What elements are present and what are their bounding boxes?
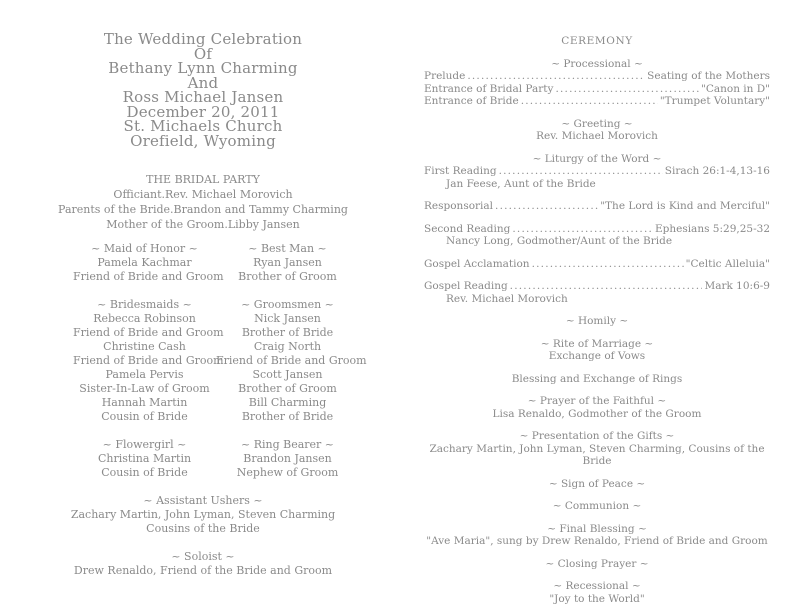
ceremony-row-value: Mark 10:6-9 <box>704 280 770 292</box>
ceremony-person-line: Nancy Long, Godmother/Aunt of the Bride <box>446 235 673 247</box>
role-heading: ~ Flowergirl ~ <box>102 438 187 451</box>
ceremony-row <box>424 165 770 178</box>
bridal-party-line: Mother of the Groom.Libby Jansen <box>106 218 300 231</box>
ceremony-row-value: "Canon in D" <box>700 82 770 95</box>
second-reading-section <box>424 223 770 248</box>
party-member-line: Christina Martin <box>97 452 192 465</box>
party-member-line: Brother of Bride <box>241 326 334 339</box>
ceremony-line: Rev. Michael Morovich <box>536 130 658 142</box>
ceremony-row <box>424 70 770 83</box>
party-member-line: Craig North <box>253 340 322 353</box>
flowergirl-ringbearer-section <box>73 438 359 480</box>
ceremony-row <box>424 95 770 108</box>
ceremony-row-value: "Trumpet Voluntary" <box>659 95 770 107</box>
ceremony-section-heading: ~ Presentation of the Gifts ~ <box>519 430 675 442</box>
gospel-reading-section <box>424 280 770 305</box>
ceremony-section-heading: ~ Sign of Peace ~ <box>548 477 646 490</box>
ceremony-row-value: Seating of the Mothers <box>647 70 770 82</box>
dot-leader <box>512 223 653 236</box>
honor-attendants-section <box>73 242 359 284</box>
ceremony-row-label: Second Reading <box>424 222 511 235</box>
party-member-line: Nick Jansen <box>254 312 321 325</box>
party-member-line: Cousin of Bride <box>101 466 188 479</box>
program-title-line: The Wedding Celebration <box>103 30 303 48</box>
party-member-line: Brother of Bride <box>241 410 334 423</box>
party-member-line: Hannah Martin <box>101 396 188 409</box>
ceremony-row <box>424 83 770 96</box>
party-member-line: Friend of Bride and Groom <box>73 326 224 339</box>
prayer-of-faithful-section <box>424 395 770 420</box>
ceremony-line: "Ave Maria", sung by Drew Renaldo, Friend of Bride and Groom <box>426 535 768 547</box>
groomsmen-column <box>216 298 367 424</box>
ceremony-row <box>424 280 770 293</box>
processional-section <box>424 58 770 108</box>
ceremony-row <box>424 258 770 271</box>
bridesmaids-groomsmen-section <box>73 298 367 424</box>
ceremony-section-heading: ~ Homily ~ <box>565 315 629 327</box>
role-heading: ~ Groomsmen ~ <box>241 298 334 311</box>
program-title-line: St. Michaels Church <box>123 117 283 135</box>
party-member-line: Zachary Martin, John Lyman, Steven Charming <box>70 508 336 521</box>
party-member-line: Pamela Kachmar <box>97 256 192 269</box>
dot-leader <box>521 95 658 108</box>
ceremony-section-heading: ~ Liturgy of the Word ~ <box>532 152 662 165</box>
ceremony-title: CEREMONY <box>561 35 633 47</box>
role-heading: ~ Soloist ~ <box>171 550 235 563</box>
ceremony-line: Zachary Martin, John Lyman, Steven Charming, Cousins of the Bride <box>429 442 765 467</box>
ceremony-page <box>424 28 770 605</box>
dot-leader <box>532 258 684 271</box>
party-member-line: Brandon Jansen <box>243 452 332 465</box>
sign-of-peace-section <box>424 478 770 491</box>
final-blessing-section <box>424 523 770 548</box>
ceremony-section-heading: ~ Processional ~ <box>551 57 643 70</box>
ceremony-section-heading: ~ Greeting ~ <box>561 117 633 130</box>
dot-leader <box>510 280 703 293</box>
recessional-section <box>424 580 770 605</box>
party-member-line: Bill Charming <box>248 396 327 409</box>
ceremony-row-label: Gospel Acclamation <box>424 257 530 270</box>
party-member-line: Rebecca Robinson <box>93 312 196 325</box>
rite-of-marriage-section <box>424 338 770 363</box>
ceremony-section-heading: ~ Communion ~ <box>552 500 642 512</box>
ceremony-row-value: "Celtic Alleluia" <box>685 257 770 270</box>
dot-leader <box>555 83 699 96</box>
party-member-line: Christine Cash <box>103 340 186 353</box>
maid-of-honor-column <box>73 242 224 284</box>
ceremony-section-heading: ~ Rite of Marriage ~ <box>540 337 654 350</box>
homily-section <box>424 315 770 328</box>
program-title-line: Of <box>193 44 213 63</box>
party-member-line: Drew Renaldo, Friend of the Bride and Groom <box>73 564 333 577</box>
program-title-line: And <box>187 73 219 92</box>
ceremony-row-value: Sirach 26:1-4,13-16 <box>664 165 770 177</box>
dot-leader <box>499 165 663 178</box>
bridal-party-line: Parents of the Bride.Brandon and Tammy Charming <box>58 203 348 216</box>
flowergirl-column <box>73 438 216 480</box>
bridal-party-heading: THE BRIDAL PARTY <box>146 173 260 186</box>
ceremony-line: "Joy to the World" <box>549 592 645 605</box>
bridal-party-line: Officiant.Rev. Michael Morovich <box>113 188 293 201</box>
ring-bearer-column <box>216 438 359 480</box>
party-member-line: Brother of Groom <box>238 270 337 283</box>
communion-section <box>424 500 770 513</box>
party-member-line: Sister-In-Law of Groom <box>79 382 210 395</box>
ceremony-line: Exchange of Vows <box>548 350 646 362</box>
party-member-line: Pamela Pervis <box>105 368 184 381</box>
ceremony-row <box>424 200 770 213</box>
ceremony-row-label: Responsorial <box>424 200 494 212</box>
ceremony-person-line: Jan Feese, Aunt of the Bride <box>446 177 596 190</box>
party-member-line: Cousin of Bride <box>101 410 188 423</box>
ceremony-row <box>424 223 770 236</box>
liturgy-section <box>424 153 770 191</box>
program-title-line: December 20, 2011 <box>126 102 280 121</box>
party-member-line: Brother of Groom <box>238 382 337 395</box>
soloist-section <box>40 550 366 578</box>
party-member-line: Friend of Bride and Groom <box>73 270 224 283</box>
party-member-line: Cousins of the Bride <box>146 522 260 535</box>
ceremony-row-label: Gospel Reading <box>424 280 508 292</box>
ceremony-row-value: Ephesians 5:29,25-32 <box>654 222 770 235</box>
dot-leader <box>467 70 645 83</box>
party-member-line: Friend of Bride and Groom <box>216 354 367 367</box>
program-title-line: Bethany Lynn Charming <box>108 59 298 77</box>
ceremony-person-line: Rev. Michael Morovich <box>446 292 568 305</box>
ceremony-row-label: Prelude <box>424 70 466 82</box>
role-heading: ~ Ring Bearer ~ <box>240 438 335 451</box>
blessing-rings-line: Blessing and Exchange of Rings <box>511 372 683 385</box>
ceremony-section-heading: ~ Final Blessing ~ <box>547 522 647 535</box>
ceremony-row-label: Entrance of Bridal Party <box>424 82 554 95</box>
assistant-ushers-section <box>40 494 366 536</box>
ceremony-row-value: "The Lord is Kind and Merciful" <box>600 200 770 212</box>
greeting-section <box>424 118 770 143</box>
party-member-line: Ryan Jansen <box>253 256 322 269</box>
role-heading: ~ Assistant Ushers ~ <box>143 494 263 507</box>
program-title-line: Orefield, Wyoming <box>130 131 276 150</box>
party-member-line: Scott Jansen <box>252 368 323 381</box>
ceremony-row-label: Entrance of Bride <box>424 95 519 107</box>
closing-prayer-section <box>424 558 770 571</box>
party-member-line: Friend of Bride and Groom <box>73 354 224 367</box>
bridal-party-page <box>40 32 366 578</box>
dot-leader <box>495 200 598 213</box>
program-title-block <box>40 32 366 148</box>
presentation-gifts-section <box>424 430 770 468</box>
ceremony-section-heading: ~ Recessional ~ <box>553 580 641 592</box>
program-title-line: Ross Michael Jansen <box>122 88 284 106</box>
role-heading: ~ Maid of Honor ~ <box>91 242 198 255</box>
bridesmaids-column <box>73 298 224 424</box>
ceremony-line: Lisa Renaldo, Godmother of the Groom <box>492 407 702 420</box>
ceremony-section-heading: ~ Closing Prayer ~ <box>545 557 649 570</box>
ceremony-row-label: First Reading <box>424 165 497 177</box>
best-man-column <box>216 242 359 284</box>
role-heading: ~ Bridesmaids ~ <box>97 298 192 311</box>
ceremony-section-heading: ~ Prayer of the Faithful ~ <box>527 395 667 407</box>
role-heading: ~ Best Man ~ <box>248 242 327 255</box>
party-member-line: Nephew of Groom <box>236 466 339 479</box>
bridal-party-section <box>40 172 366 232</box>
